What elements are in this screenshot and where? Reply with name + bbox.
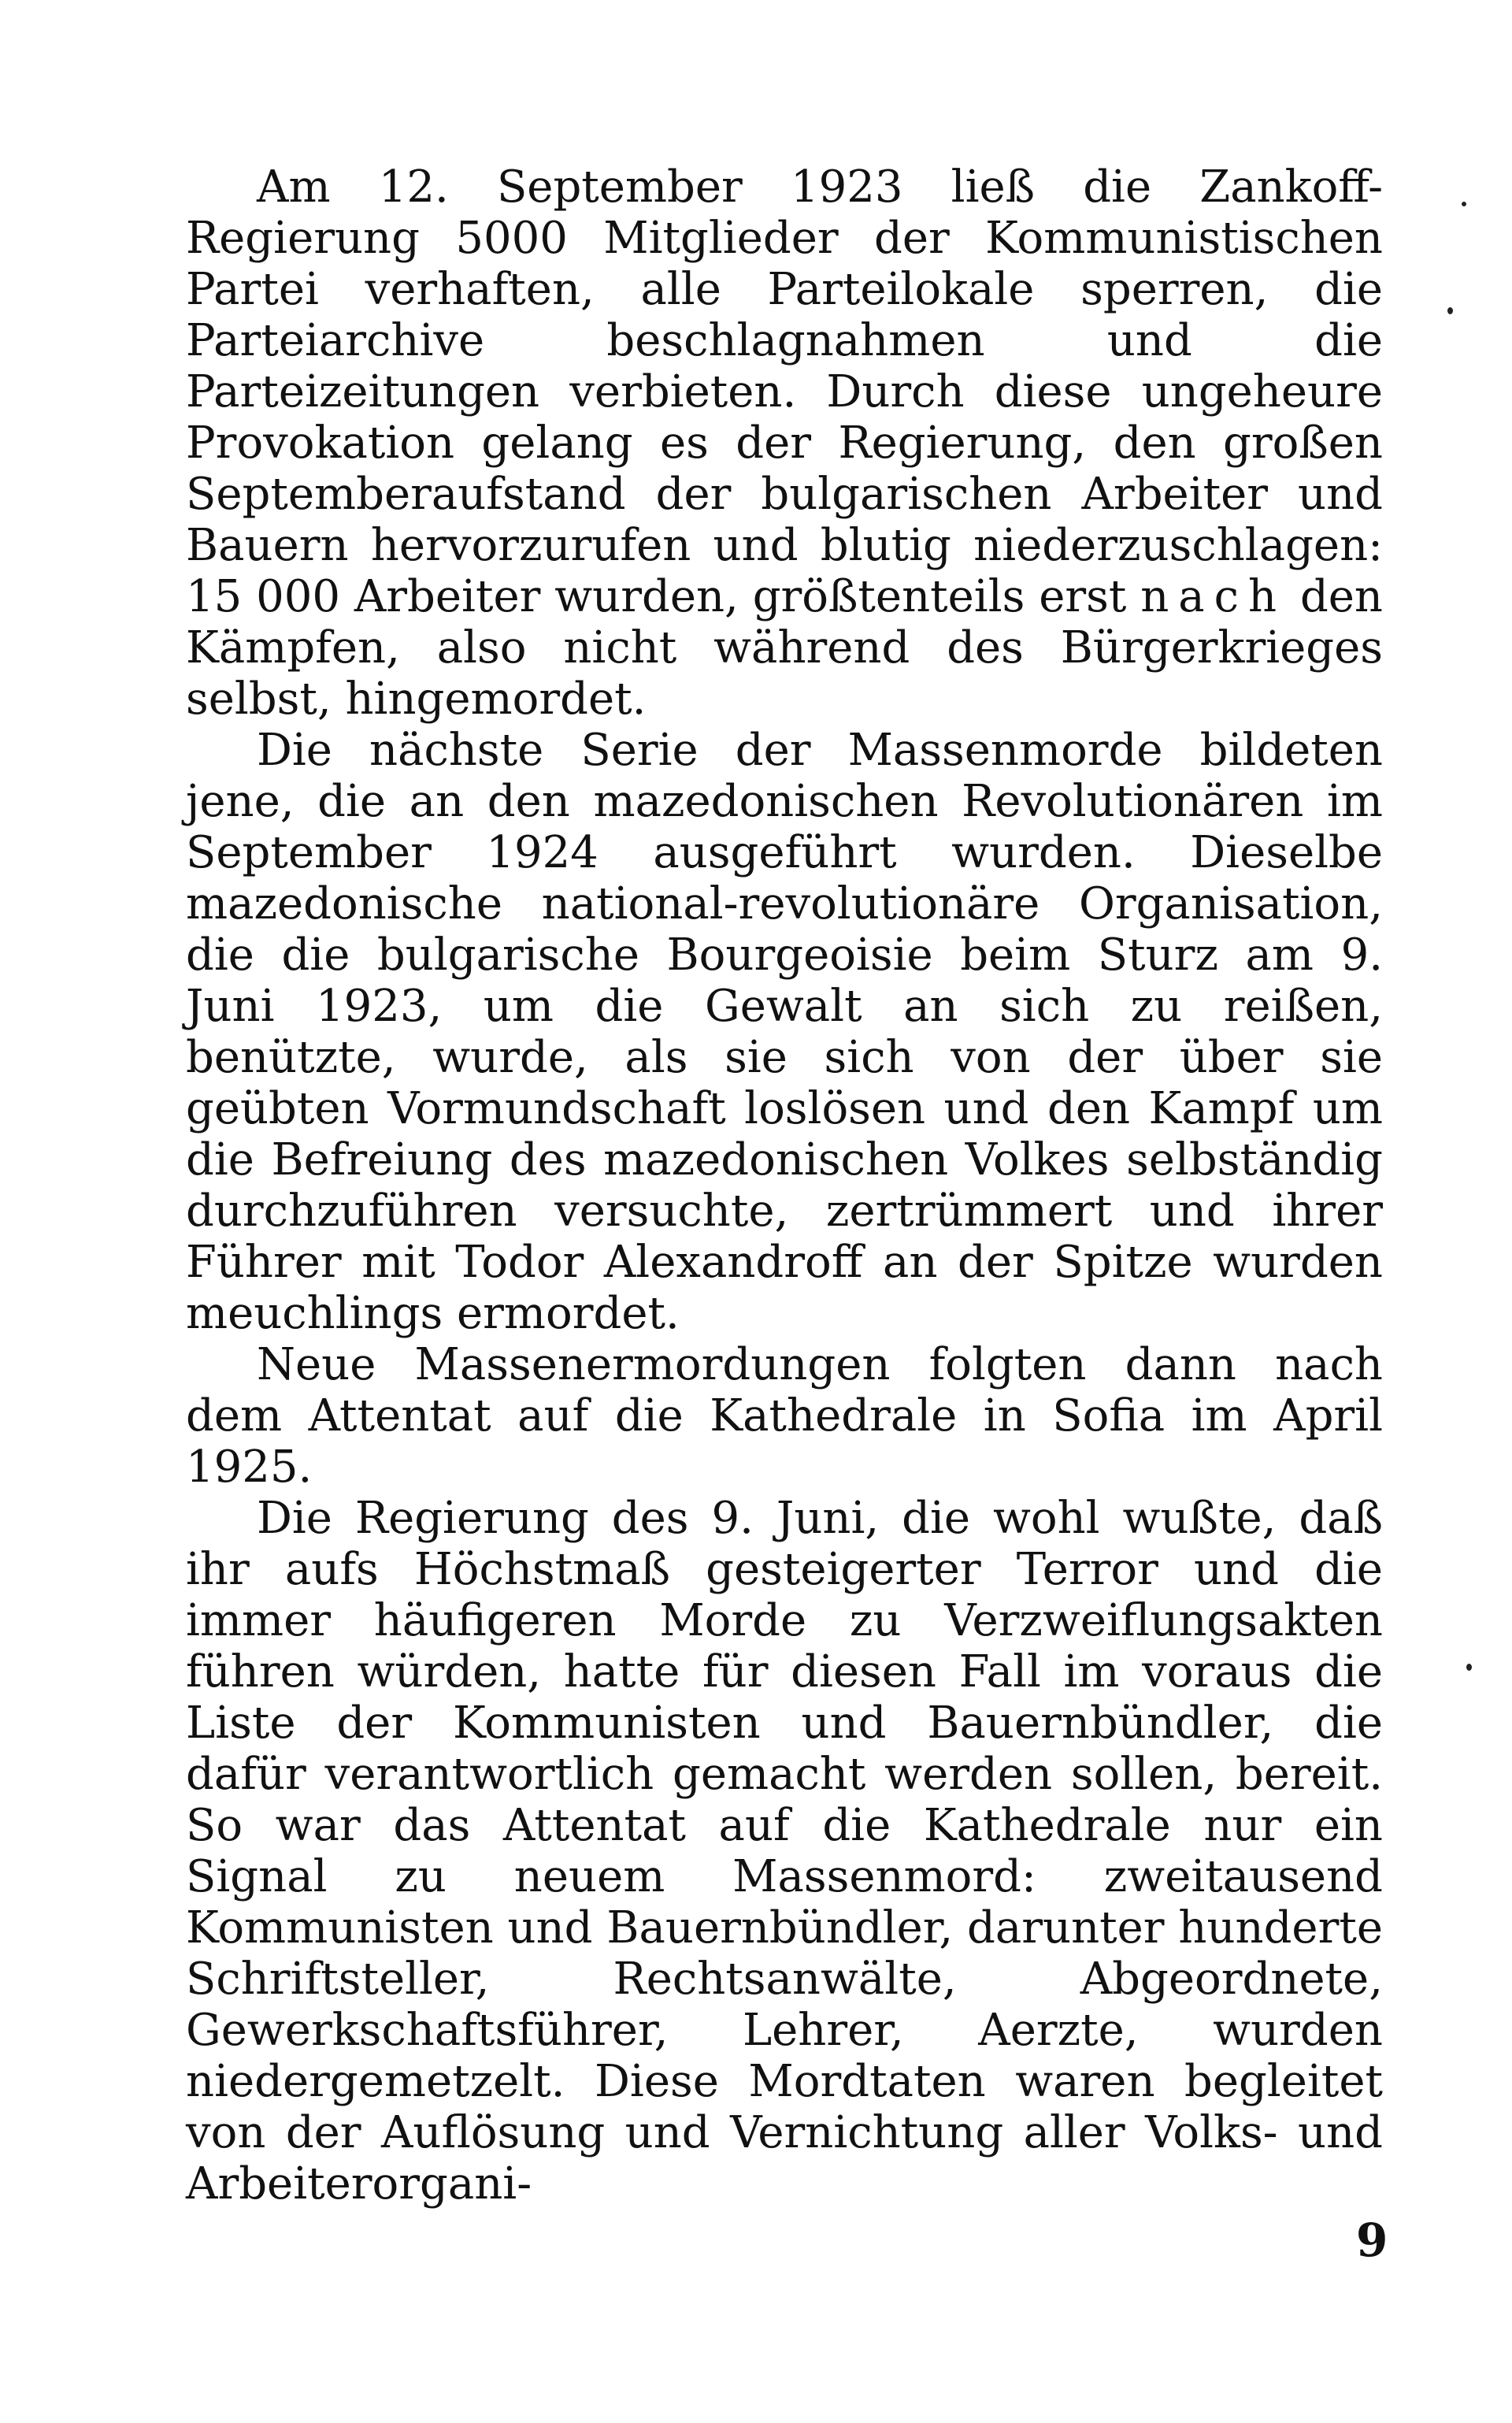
paragraph-1 [186,161,1383,725]
body-text [186,161,1383,2210]
print-speck-2 [1447,307,1453,314]
print-speck-3 [1466,1664,1472,1671]
paragraph-1-start: Am 12. September 1923 ließ die Zankoff-Regierung 5000 Mitglieder der Kommunistischen Partei verhaften, alle Parteilokale sperren, die Parteiarchive beschlagnahmen und die Parteizeitungen verbieten. Durch diese ungeheure Provokation gelang es der Regierung, den großen Septemberaufstand der bulgarischen Arbeiter und Bauern hervorzurufen und blutig niederzuschlagen: 15 000 Arbeiter wurden, größtenteils erst [186,161,1383,622]
paragraph-1-end: den Kämpfen, also nicht während des Bürgerkrieges selbst, hingemordet. [186,571,1383,725]
print-speck-1 [1462,202,1466,206]
paragraph-4: Die Regierung des 9. Juni, die wohl wußte, daß ihr aufs Höchstmaß gesteigerter Terror und die immer häufigeren Morde zu Verzweiflungsakten führen würden, hatte für diesen Fall im voraus die Liste der Kommunisten und Bauernbündler, die dafür verantwortlich gemacht werden sollen, bereit. So war das Attentat auf die Kathedrale nur ein Signal zu neuem Massenmord: zweitausend Kommunisten und Bauernbündler, darunter hunderte Schriftsteller, Rechtsanwälte, Abgeordnete, Gewerkschaftsführer, Lehrer, Aerzte, wurden niedergemetzelt. Diese Mordtaten waren begleitet von der Auflösung und Vernichtung aller Volks- und Arbeiterorgani- [186,1493,1383,2210]
paragraph-2: Die nächste Serie der Massenmorde bildeten jene, die an den mazedonischen Revolutionären im September 1924 ausgeführt wurden. Dieselbe mazedonische national-revolutionäre Organisation, die die bulgarische Bourgeoisie beim Sturz am 9. Juni 1923, um die Gewalt an sich zu reißen, benützte, wurde, als sie sich von der über sie geübten Vormundschaft loslösen und den Kampf um die Befreiung des mazedonischen Volkes selbständig durchzuführen versuchte, zertrümmert und ihrer Führer mit Todor Alexandroff an der Spitze wurden meuchlings ermordet. [186,725,1383,1339]
paragraph-3: Neue Massenermordungen folgten dann nach dem Attentat auf die Kathedrale in Sofia im April 1925. [186,1339,1383,1493]
page-number: 9 [1356,2213,1388,2267]
paragraph-1-emphasis: nach [1140,571,1287,622]
